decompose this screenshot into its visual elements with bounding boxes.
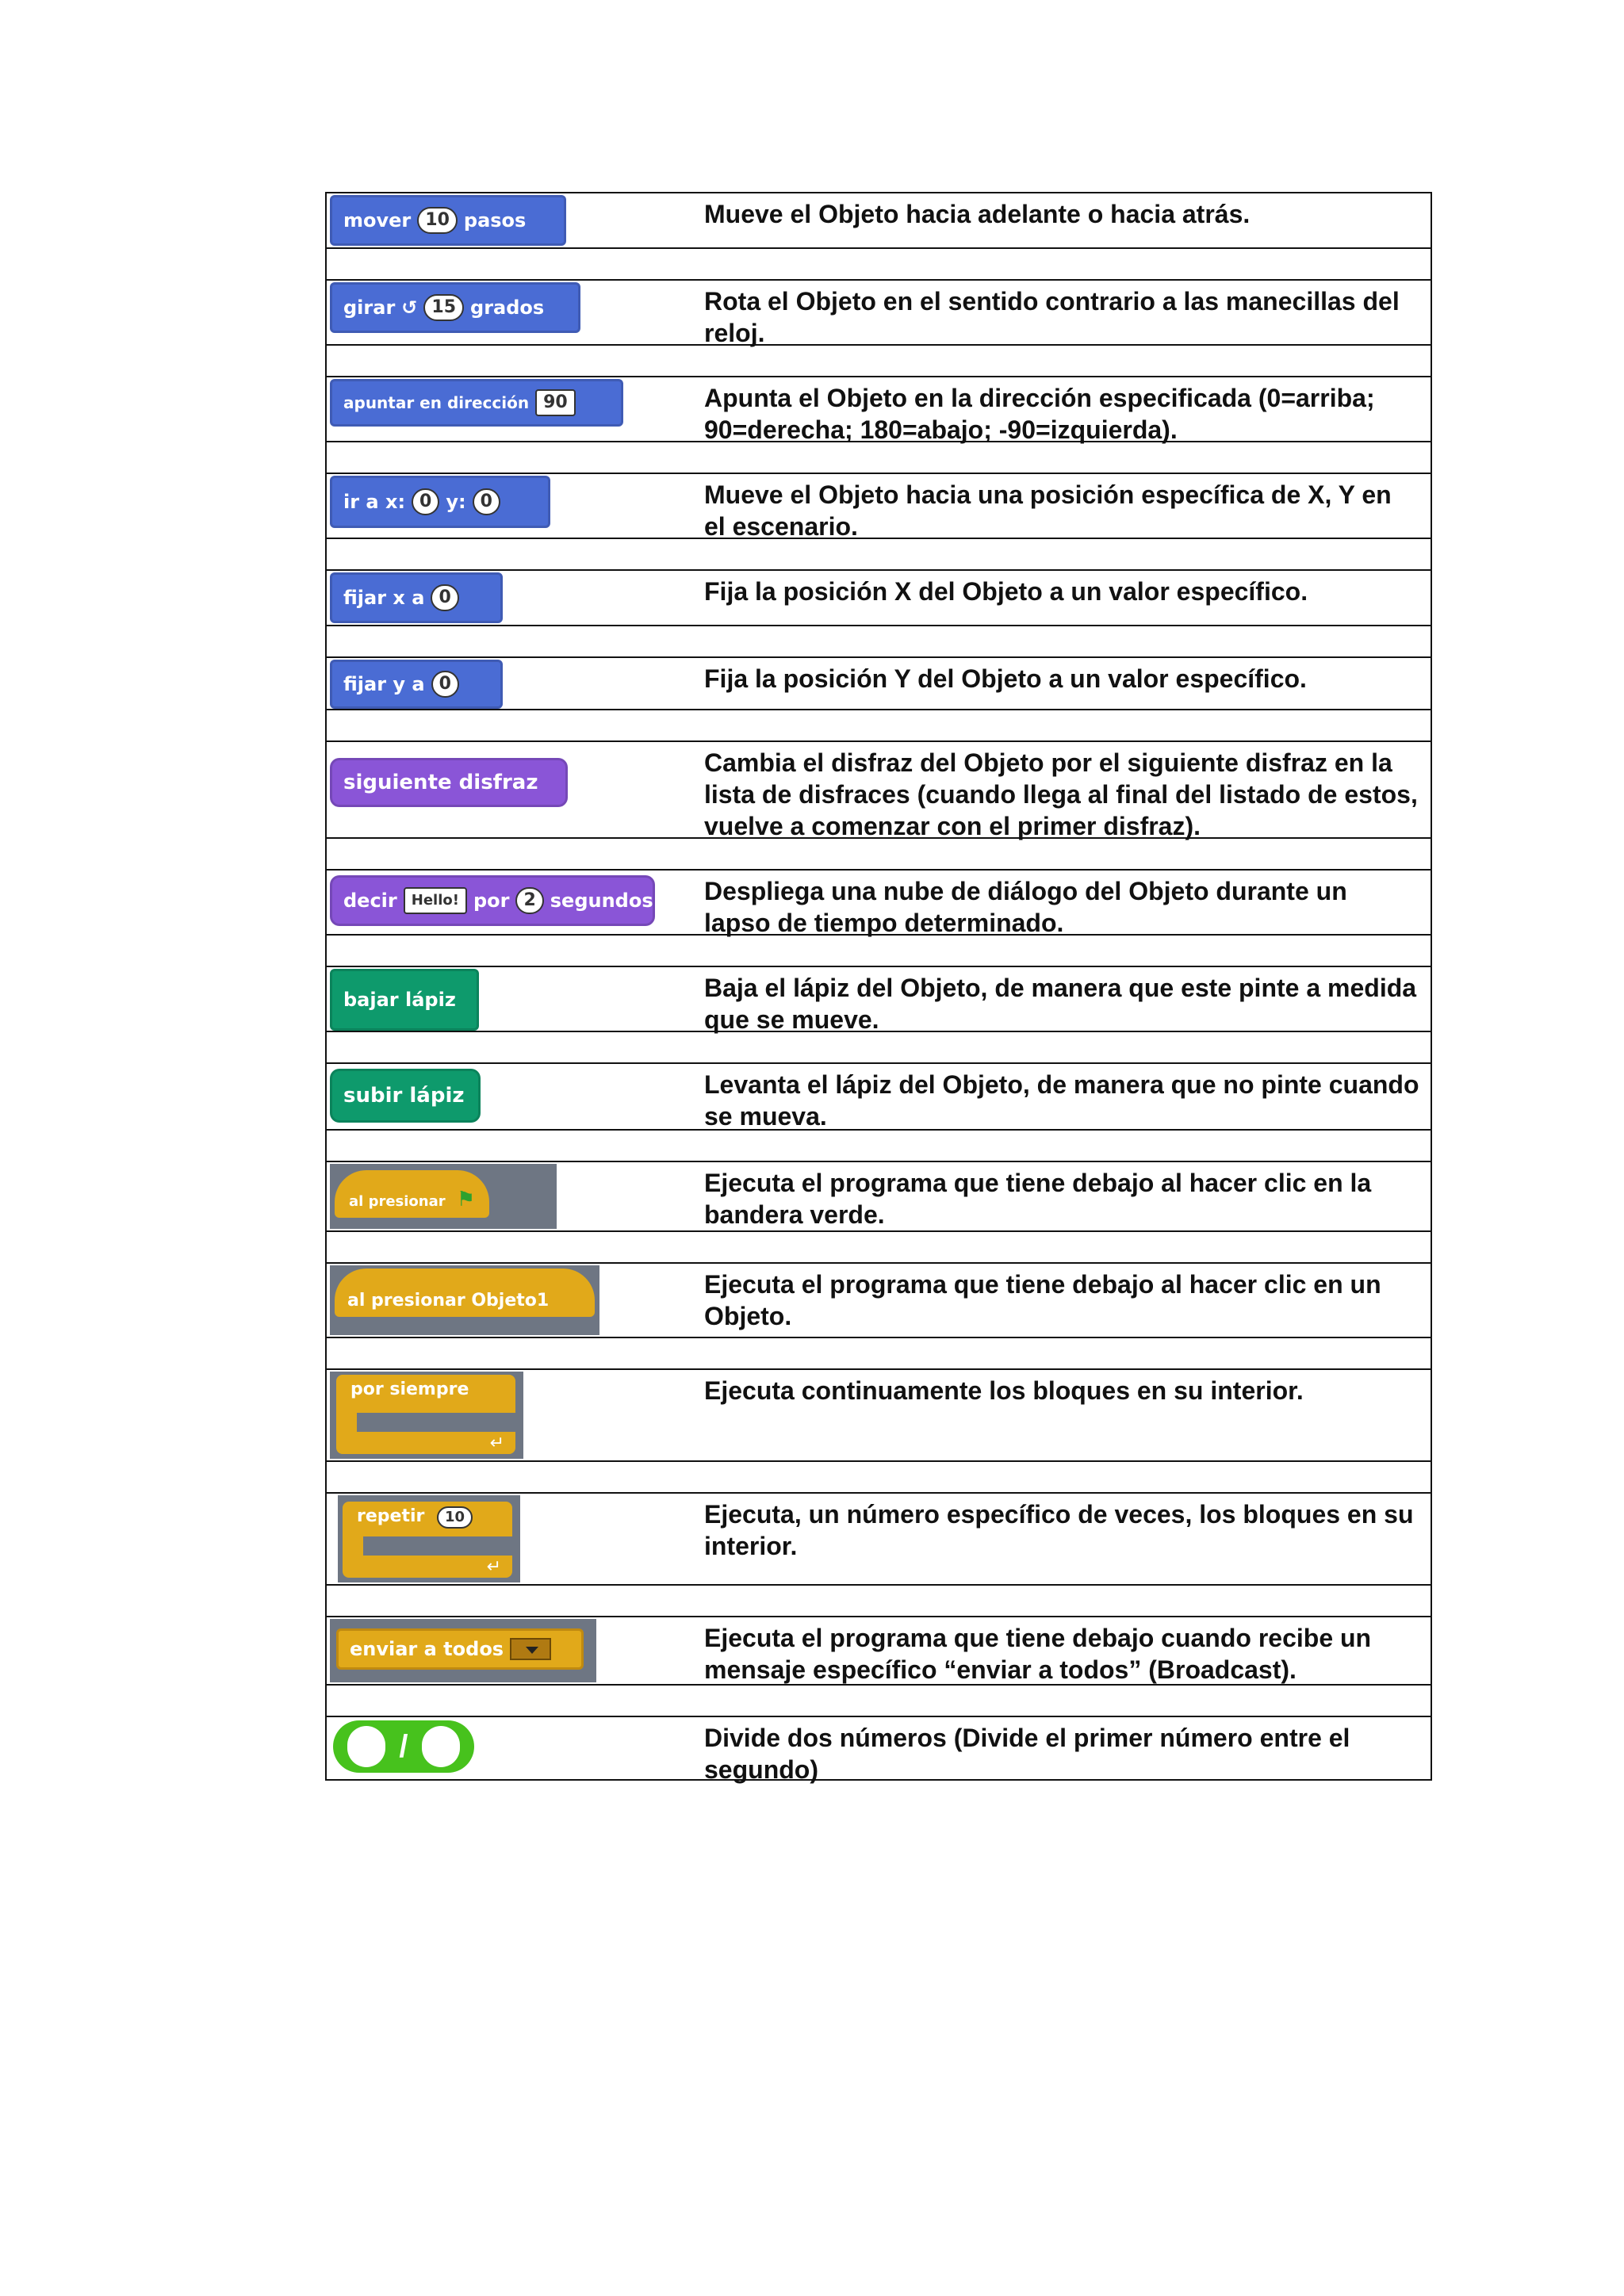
description: Ejecuta el programa que tiene debajo cuando recibe un mensaje específico “enviar a todos” (Broadcast).: [704, 1624, 1372, 1684]
block-cell: [327, 658, 687, 709]
description: Ejecuta el programa que tiene debajo al hacer clic en un Objeto.: [704, 1270, 1381, 1330]
spacer-row: [327, 936, 1431, 967]
block-cell: [327, 1617, 687, 1684]
description: Ejecuta el programa que tiene debajo al hacer clic en la bandera verde.: [704, 1169, 1372, 1229]
set-y-block: [330, 660, 503, 709]
table-row: [327, 1617, 1431, 1686]
spacer-row: [327, 249, 1431, 281]
description: Ejecuta continuamente los bloques en su interior.: [704, 1376, 1304, 1405]
description: Despliega una nube de diálogo del Objeto durante un lapso de tiempo determinado.: [704, 877, 1347, 937]
block-cell: [327, 1162, 687, 1230]
block-label: decir: [343, 890, 397, 912]
move-steps-block: [330, 195, 566, 246]
c-arm: [336, 1413, 357, 1432]
description: Ejecuta, un número específico de veces, los bloques en su interior.: [704, 1500, 1414, 1560]
say-for-secs-block: [330, 875, 655, 926]
spacer-row: [327, 1586, 1431, 1617]
table-row: [327, 658, 1431, 710]
spacer-row: [327, 1686, 1431, 1717]
description: Rota el Objeto en el sentido contrario a las manecillas del reloj.: [704, 287, 1400, 347]
table-row: [327, 571, 1431, 626]
block-label: y:: [446, 491, 466, 513]
block-label: bajar lápiz: [343, 989, 456, 1011]
spacer-row: [327, 1232, 1431, 1264]
description: Divide dos números (Divide el primer número entre el segundo): [704, 1724, 1350, 1784]
block-label: enviar a todos: [350, 1638, 504, 1660]
block-label: subir lápiz: [343, 1084, 465, 1108]
loop-arrow-icon: ↵: [336, 1432, 515, 1454]
description: Mueve el Objeto hacia una posición específica de X, Y en el escenario.: [704, 480, 1392, 541]
turn-degrees-block: [330, 282, 580, 333]
description: Fija la posición Y del Objeto a un valor específico.: [704, 664, 1307, 693]
table-row: [327, 474, 1431, 539]
dropdown-arrow-icon: [510, 1638, 551, 1660]
x-value: 0: [431, 584, 458, 611]
block-label: segundos: [550, 890, 653, 912]
block-cell: [327, 1264, 687, 1337]
spacer-row: [327, 839, 1431, 871]
table-row: [327, 871, 1431, 936]
block-label: ir a x:: [343, 491, 406, 513]
block-cell: [327, 281, 687, 344]
description: Apunta el Objeto en la dirección especificada (0=arriba; 90=derecha; 180=abajo; -90=izquierda).: [704, 384, 1375, 444]
divide-operator: /: [399, 1728, 408, 1764]
broadcast-block: [336, 1628, 584, 1670]
repeat-block: [343, 1502, 512, 1578]
block-label: repetir: [357, 1506, 425, 1526]
block-label: apuntar en dirección: [343, 393, 530, 412]
next-costume-block: [330, 758, 568, 807]
table-row: [327, 1494, 1431, 1586]
spacer-row: [327, 539, 1431, 571]
block-cell: [327, 967, 687, 1031]
description: Fija la posición X del Objeto a un valor específico.: [704, 577, 1308, 606]
description: Baja el lápiz del Objeto, de manera que este pinte a medida que se mueve.: [704, 974, 1417, 1034]
table-row: [327, 742, 1431, 839]
forever-block: [336, 1375, 515, 1454]
description: Levanta el lápiz del Objeto, de manera que no pinte cuando se mueva.: [704, 1070, 1419, 1131]
table-row: [327, 1717, 1431, 1784]
block-cell: [327, 1370, 687, 1460]
spacer-row: [327, 1131, 1431, 1162]
block-label: por: [473, 890, 510, 912]
table-row: [327, 193, 1431, 249]
set-x-block: [330, 572, 503, 623]
table-row: [327, 377, 1431, 442]
green-flag-icon: ⚑: [456, 1188, 476, 1211]
table-row: [327, 281, 1431, 346]
steps-value: 10: [417, 207, 458, 234]
when-sprite-clicked-block: [335, 1269, 595, 1317]
spacer-row: [327, 1338, 1431, 1370]
c-arm: [343, 1536, 363, 1556]
y-value: 0: [431, 671, 459, 698]
block-cell: [327, 474, 687, 538]
block-cell: [327, 1717, 687, 1779]
block-cell: [327, 1494, 687, 1584]
left-operand-slot: [347, 1726, 385, 1767]
y-value: 0: [473, 488, 500, 515]
description: Mueve el Objeto hacia adelante o hacia atrás.: [704, 200, 1251, 228]
spacer-row: [327, 346, 1431, 377]
pen-down-block: [330, 969, 479, 1031]
block-label: fijar y a: [343, 673, 425, 695]
block-cell: [327, 571, 687, 625]
point-direction-block: [330, 379, 623, 427]
table-row: [327, 1162, 1431, 1232]
table-row: [327, 967, 1431, 1032]
loop-arrow-icon: ↵: [343, 1556, 512, 1578]
direction-value: 90: [535, 389, 576, 416]
go-to-xy-block: [330, 476, 550, 528]
when-flag-clicked-block: [335, 1170, 489, 1218]
block-cell: [327, 193, 687, 247]
spacer-row: [327, 442, 1431, 474]
block-label: girar: [343, 297, 396, 319]
block-label: al presionar Objeto1: [347, 1291, 550, 1311]
degrees-value: 15: [423, 294, 464, 321]
block-cell: [327, 1064, 687, 1129]
repeat-count: 10: [437, 1506, 473, 1529]
right-operand-slot: [422, 1726, 460, 1767]
secs-value: 2: [515, 887, 543, 914]
table-row: [327, 1064, 1431, 1131]
description: Cambia el disfraz del Objeto por el siguiente disfraz en la lista de disfraces (cuando llega al final del listado de estos, vuelve a comenzar con el primer disfraz).: [704, 748, 1418, 840]
rotate-ccw-icon: ↺: [401, 297, 418, 319]
table-row: [327, 1264, 1431, 1338]
block-cell: [327, 871, 687, 934]
block-label: grados: [470, 297, 545, 319]
block-cell: [327, 742, 687, 837]
block-label: mover: [343, 209, 412, 232]
block-label: al presionar: [349, 1193, 446, 1210]
pen-up-block: [330, 1069, 481, 1123]
block-cell: [327, 377, 687, 441]
block-label: siguiente disfraz: [343, 771, 538, 794]
spacer-row: [327, 1462, 1431, 1494]
spacer-row: [327, 626, 1431, 658]
message-value: Hello!: [404, 887, 467, 914]
spacer-row: [327, 710, 1431, 742]
block-label: fijar x a: [343, 587, 425, 609]
block-label: pasos: [463, 209, 527, 232]
table-row: [327, 1370, 1431, 1462]
block-label: por siempre: [336, 1375, 515, 1413]
x-value: 0: [412, 488, 439, 515]
divide-block: [333, 1720, 474, 1773]
blocks-table: [325, 192, 1432, 1784]
spacer-row: [327, 1032, 1431, 1064]
